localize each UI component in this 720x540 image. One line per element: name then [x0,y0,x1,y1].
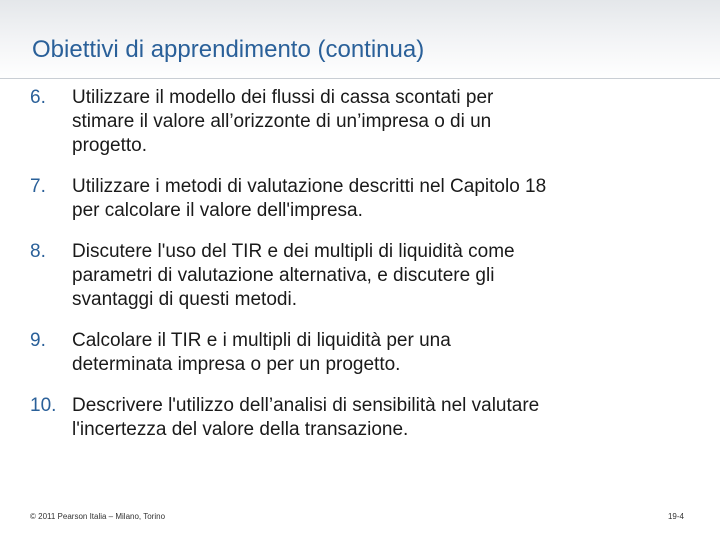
item-line: per calcolare il valore dell'impresa. [72,200,363,221]
item-line: stimare il valore all’orizzonte di un’impresa o di un [72,111,492,132]
list-item [30,329,700,377]
item-line: Utilizzare i metodi di valutazione descritti nel Capitolo 18 [72,176,547,197]
list-item [30,240,700,312]
item-number: 9. [30,330,46,351]
item-number: 8. [30,241,46,262]
item-line: Calcolare il TIR e i multipli di liquidità per una [72,330,451,351]
objectives-list [30,86,700,442]
item-line: l'incertezza del valore della transazione. [72,419,409,440]
list-item [30,175,700,223]
slide-title: Obiettivi di apprendimento (continua) [32,36,425,63]
footer-copyright: © 2011 Pearson Italia – Milano, Torino [30,512,166,521]
list-item [30,394,700,442]
item-number: 6. [30,87,46,108]
item-number: 7. [30,176,46,197]
list-item [30,86,700,158]
item-line: Utilizzare il modello dei flussi di cassa scontati per [72,87,494,108]
footer-page-number: 19-4 [667,512,684,521]
item-line: progetto. [72,135,147,156]
item-line: Discutere l'uso del TIR e dei multipli di liquidità come [72,241,515,262]
item-line: Descrivere l'utilizzo dell’analisi di sensibilità nel valutare [72,395,540,416]
item-line: svantaggi di questi metodi. [72,289,297,310]
item-number: 10. [30,395,57,416]
item-line: determinata impresa o per un progetto. [72,354,401,375]
item-line: parametri di valutazione alternativa, e discutere gli [72,265,495,286]
title-divider [0,78,720,79]
